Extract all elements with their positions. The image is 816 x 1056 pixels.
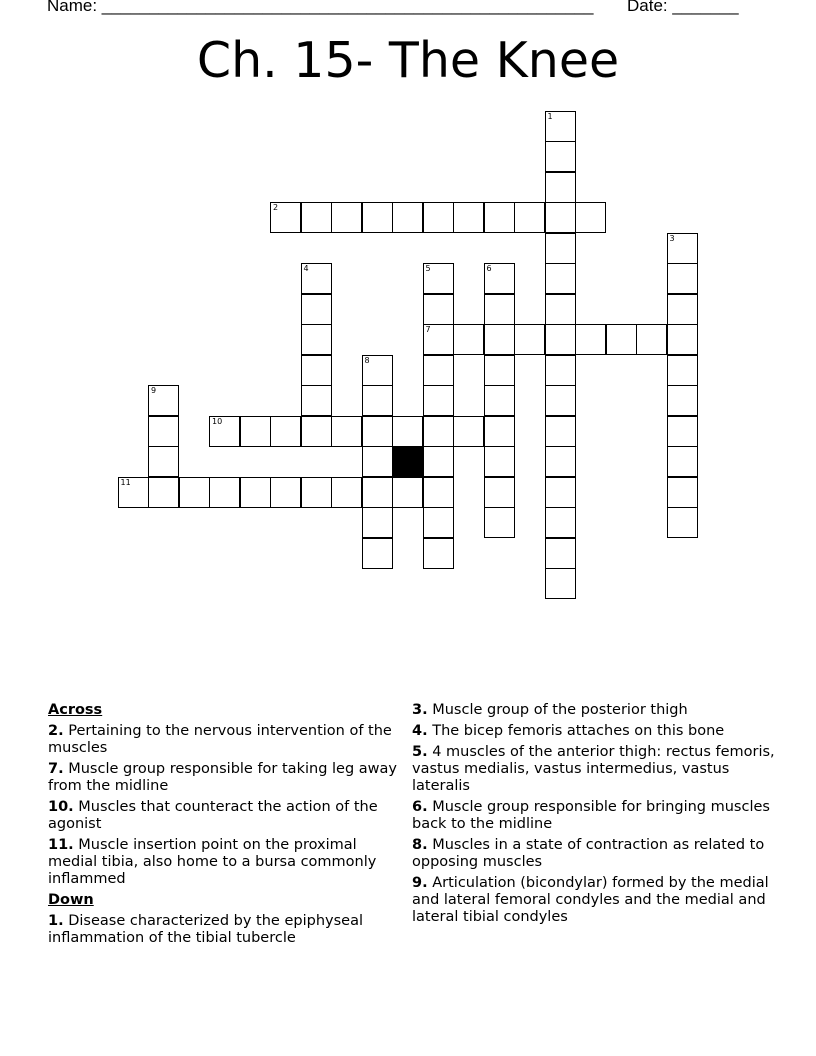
grid-cell[interactable] [667,446,698,477]
clues-right-column [412,702,782,930]
grid-cell[interactable] [362,355,393,386]
clue-text: Articulation (bicondylar) formed by the medial and lateral femoral condyles and the medial and lateral tibial condyles [412,875,769,925]
clue-down-8 [412,837,782,871]
clue-down-9 [412,875,782,926]
grid-cell[interactable] [667,416,698,447]
clue-text: The bicep femoris attaches on this bone [432,723,725,739]
clue-number: 11. [48,837,74,853]
grid-cell[interactable] [301,416,332,447]
clue-number-label: 9 [151,386,157,395]
grid-cell[interactable] [301,355,332,386]
clue-text: Muscles that counteract the action of the agonist [48,799,378,832]
grid-cell[interactable] [301,263,332,294]
grid-cell[interactable] [667,477,698,508]
clue-number-label: 5 [425,264,431,273]
grid-cell[interactable] [484,477,515,508]
grid-cell[interactable] [270,416,301,447]
grid-cell[interactable] [575,324,606,355]
grid-cell[interactable] [148,385,179,416]
clue-number: 2. [48,723,64,739]
clue-down-1 [48,913,403,947]
clue-text: Muscle group responsible for taking leg away from the midline [48,761,397,794]
clue-number-label: 6 [486,264,492,273]
clue-number: 7. [48,761,64,777]
grid-cell[interactable] [270,477,301,508]
grid-cell[interactable] [667,294,698,325]
clue-number: 4. [412,723,428,739]
down-heading: Down [48,892,94,908]
grid-cell[interactable] [484,416,515,447]
grid-cell[interactable] [667,263,698,294]
grid-cell[interactable] [423,263,454,294]
grid-cell[interactable] [667,385,698,416]
grid-cell[interactable] [423,355,454,386]
grid-cell[interactable] [362,385,393,416]
grid-cell[interactable] [301,385,332,416]
grid-cell[interactable] [606,324,637,355]
clue-down-3 [412,702,782,719]
clue-number: 5. [412,744,428,760]
grid-cell[interactable] [545,172,576,203]
grid-cell[interactable] [545,111,576,142]
grid-cell[interactable] [545,507,576,538]
grid-cell[interactable] [484,507,515,538]
clue-number: 10. [48,799,74,815]
grid-cell[interactable] [667,507,698,538]
grid-cell[interactable] [423,324,454,355]
clue-across-7 [48,761,403,795]
grid-cell[interactable] [484,263,515,294]
grid-cell[interactable] [545,416,576,447]
grid-cell[interactable] [484,324,515,355]
grid-cell[interactable] [331,416,362,447]
grid-cell[interactable] [545,202,576,233]
grid-cell[interactable] [423,416,454,447]
grid-cell[interactable] [331,202,362,233]
grid-cell[interactable] [545,446,576,477]
grid-cell[interactable] [514,202,545,233]
grid-cell[interactable] [301,294,332,325]
grid-cell[interactable] [484,385,515,416]
grid-cell[interactable] [667,355,698,386]
clue-text: Pertaining to the nervous intervention of the muscles [48,723,392,756]
clue-number-label: 8 [364,355,370,365]
grid-cell[interactable] [545,324,576,355]
grid-cell[interactable] [301,477,332,508]
grid-cell[interactable] [667,324,698,355]
clue-down-6 [412,799,782,833]
grid-cell[interactable] [392,477,423,508]
clue-text: 4 muscles of the anterior thigh: rectus femoris, vastus medialis, vastus intermedius, vastus lateralis [412,744,775,794]
grid-cell[interactable] [362,477,393,508]
grid-cell[interactable] [636,324,667,355]
grid-cell[interactable] [423,538,454,569]
clue-text: Muscle insertion point on the proximal medial tibia, also home to a bursa commonly inflammed [48,837,377,887]
across-heading: Across [48,702,103,718]
grid-cell[interactable] [545,568,576,599]
grid-cell[interactable] [362,416,393,447]
clue-number: 1. [48,913,64,929]
clue-across-11 [48,837,403,888]
grid-cell[interactable] [484,446,515,477]
clue-across-2 [48,723,403,757]
grid-cell[interactable] [667,233,698,264]
grid-cell[interactable] [331,477,362,508]
grid-cell[interactable] [545,294,576,325]
grid-cell[interactable] [545,233,576,264]
name-field[interactable]: Name: ____________________________________________________ [47,0,594,15]
grid-cell[interactable] [392,416,423,447]
clue-text: Muscle group of the posterior thigh [432,702,688,718]
clue-number-label: 1 [547,111,553,121]
grid-cell[interactable] [301,324,332,355]
grid-cell[interactable] [484,202,515,233]
grid-cell[interactable] [240,477,271,508]
clue-across-10 [48,799,403,833]
clue-text: Disease characterized by the epiphyseal inflammation of the tibial tubercle [48,913,363,946]
grid-cell[interactable] [148,477,179,508]
clue-number-label: 11 [120,477,131,487]
grid-cell[interactable] [423,202,454,233]
grid-cell[interactable] [423,385,454,416]
grid-cell[interactable] [362,446,393,477]
grid-cell[interactable] [148,416,179,447]
clues-left-column [48,702,403,951]
grid-cell[interactable] [545,141,576,172]
page-title: Ch. 15- The Knee [196,32,620,89]
grid-cell[interactable] [484,294,515,325]
grid-cell[interactable] [362,507,393,538]
grid-cell[interactable] [423,477,454,508]
grid-cell[interactable] [148,446,179,477]
grid-cell[interactable] [514,324,545,355]
grid-cell[interactable] [240,416,271,447]
clue-number-label: 7 [425,325,431,334]
grid-cell[interactable] [453,324,484,355]
grid-cell[interactable] [545,538,576,569]
clue-down-5 [412,744,782,795]
grid-cell[interactable] [575,202,606,233]
grid-cell[interactable] [453,416,484,447]
clue-number: 8. [412,837,428,853]
clue-text: Muscle group responsible for bringing muscles back to the midline [412,799,770,832]
clue-text: Muscles in a state of contraction as related to opposing muscles [412,837,765,870]
clue-number: 3. [412,702,428,718]
grid-cell[interactable] [301,202,332,233]
grid-cell[interactable] [118,477,149,508]
clue-number: 9. [412,875,428,891]
grid-cell[interactable] [453,202,484,233]
grid-cell[interactable] [362,538,393,569]
grid-cell[interactable] [209,416,240,447]
grid-cell[interactable] [484,355,515,386]
grid-cell[interactable] [209,477,240,508]
clue-number-label: 4 [303,264,309,273]
clue-down-4 [412,723,782,740]
grid-cell[interactable] [362,202,393,233]
clue-number-label: 10 [212,416,223,426]
grid-cell[interactable] [392,202,423,233]
grid-cell[interactable] [179,477,210,508]
grid-cell[interactable] [423,446,454,477]
clue-number-label: 2 [273,203,279,212]
grid-cell[interactable] [545,385,576,416]
grid-cell[interactable] [545,355,576,386]
grid-block-cell [392,446,423,477]
grid-cell[interactable] [423,507,454,538]
grid-cell[interactable] [423,294,454,325]
date-field[interactable]: Date: _______ [627,0,739,15]
grid-cell[interactable] [545,263,576,294]
grid-cell[interactable] [270,202,301,233]
clue-number-label: 3 [669,233,675,243]
grid-cell[interactable] [545,477,576,508]
clue-number: 6. [412,799,428,815]
